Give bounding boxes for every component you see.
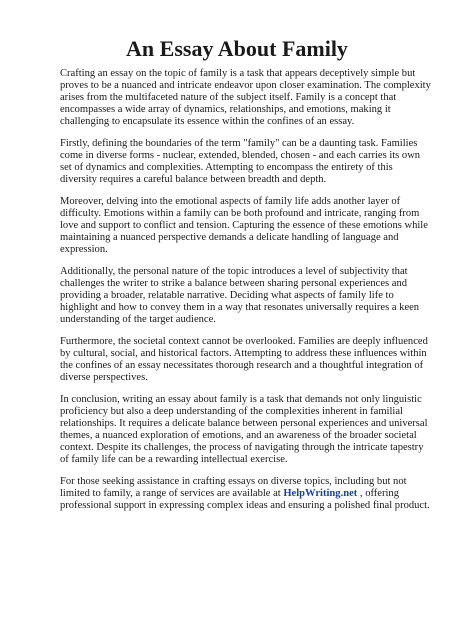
- helpwriting-link[interactable]: HelpWriting.net: [283, 487, 358, 499]
- paragraph-societal-context: Furthermore, the societal context cannot be overlooked. Families are deeply influenced by cultural, social, and historical factors. Attempting to address these influences within the confines of an essay necessitates thorough research and a thoughtful integration of diverse perspectives.: [60, 335, 428, 384]
- paragraph-definition: Firstly, defining the boundaries of the term "family" can be a daunting task. Families come in diverse forms - nuclear, extended, blended, chosen - and each carries its own set of dynamics and complexities. Attempting to encompass the entirety of this diversity requires a careful balance between breadth and depth.: [60, 137, 421, 186]
- document-body: [60, 68, 432, 522]
- paragraph-subjectivity: Additionally, the personal nature of the topic introduces a level of subjectivity that challenges the writer to strike a balance between sharing personal experiences and providing a broader, relatable narrative. Deciding what aspects of family life to highlight and how to convey them in a way that resonates universally requires a keen understanding of the target audience.: [60, 265, 420, 326]
- paragraph-closing: [60, 476, 432, 512]
- closing-text-before-link: For those seeking assistance in crafting essays on diverse topics, including but not limited to family, a range of services are available at: [60, 475, 407, 499]
- document-title: An Essay About Family: [126, 36, 348, 61]
- paragraph-conclusion: In conclusion, writing an essay about family is a task that demands not only linguistic proficiency but also a deep understanding of the complexities inherent in familial relationships. It requires a delicate balance between personal experiences and universal themes, a nuanced exploration of emotions, and an awareness of the broader societal context. Despite its challenges, the process of navigating through the intricate tapestry of family life can be a rewarding intellectual exercise.: [60, 393, 428, 466]
- closing-text-after-link: , offering professional support in expressing complex ideas and ensuring a polished final product.: [60, 487, 430, 511]
- paragraph-emotions: Moreover, delving into the emotional aspects of family life adds another layer of difficulty. Emotions within a family can be both profound and intricate, ranging from love and support to conflict and tension. Capturing the essence of these emotions while maintaining a nuanced perspective demands a delicate handling of language and expression.: [60, 195, 428, 256]
- paragraph-intro: Crafting an essay on the topic of family is a task that appears deceptively simple but proves to be a nuanced and intricate endeavor upon closer examination. The complexity arises from the multifaceted nature of the subject itself. Family is a concept that encompasses a wide array of dynamics, relationships, and emotions, making it challenging to encapsulate its essence within the confines of an essay.: [60, 68, 431, 128]
